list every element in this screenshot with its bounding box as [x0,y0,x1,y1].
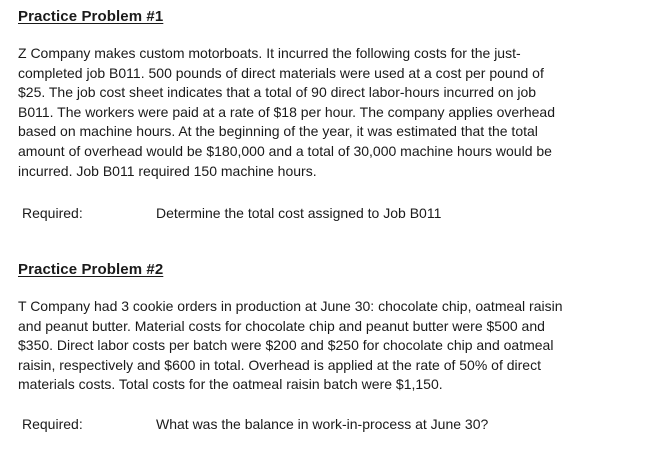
problem-1-title: Practice Problem #1 [18,8,164,25]
problem-1-line: based on machine hours. At the beginning of the year, it was estimated that the total [18,123,538,140]
problem-1-line: amount of overhead would be $180,000 and a total of 30,000 machine hours would be [18,142,552,159]
problem-2-line: raisin, respectively and $600 in total. Overhead is applied at the rate of 50% of direct [18,356,541,373]
problem-2-body [18,297,563,395]
problem-1-line: completed job B011. 500 pounds of direct materials were used at a cost per pound of [18,64,544,81]
problem-1-line: incurred. Job B011 required 150 machine hours. [18,162,317,179]
problem-1-required-label: Required: [22,205,83,221]
problem-1-line: B011. The workers were paid at a rate of $18 per hour. The company applies overhead [18,103,555,120]
problem-2-line: $350. Direct labor costs per batch were $200 and $250 for chocolate chip and oatmeal [18,337,554,354]
problem-1-required-text: Determine the total cost assigned to Job B011 [156,205,442,221]
problem-2-required-text: What was the balance in work-in-process at June 30? [156,416,489,432]
problem-1-body [18,44,555,181]
problem-2-line: T Company had 3 cookie orders in production at June 30: chocolate chip, oatmeal raisin [18,298,563,314]
problem-2-line: materials costs. Total costs for the oatmeal raisin batch were $1,150. [18,376,443,393]
problem-2-required-label: Required: [22,416,83,432]
problem-1-line: Z Company makes custom motorboats. It incurred the following costs for the just- [18,45,521,61]
problem-1-line: $25. The job cost sheet indicates that a total of 90 direct labor-hours incurred on job [18,84,537,101]
problem-2-title: Practice Problem #2 [18,261,164,278]
problem-2-line: and peanut butter. Material costs for chocolate chip and peanut butter were $500 and [18,317,545,334]
